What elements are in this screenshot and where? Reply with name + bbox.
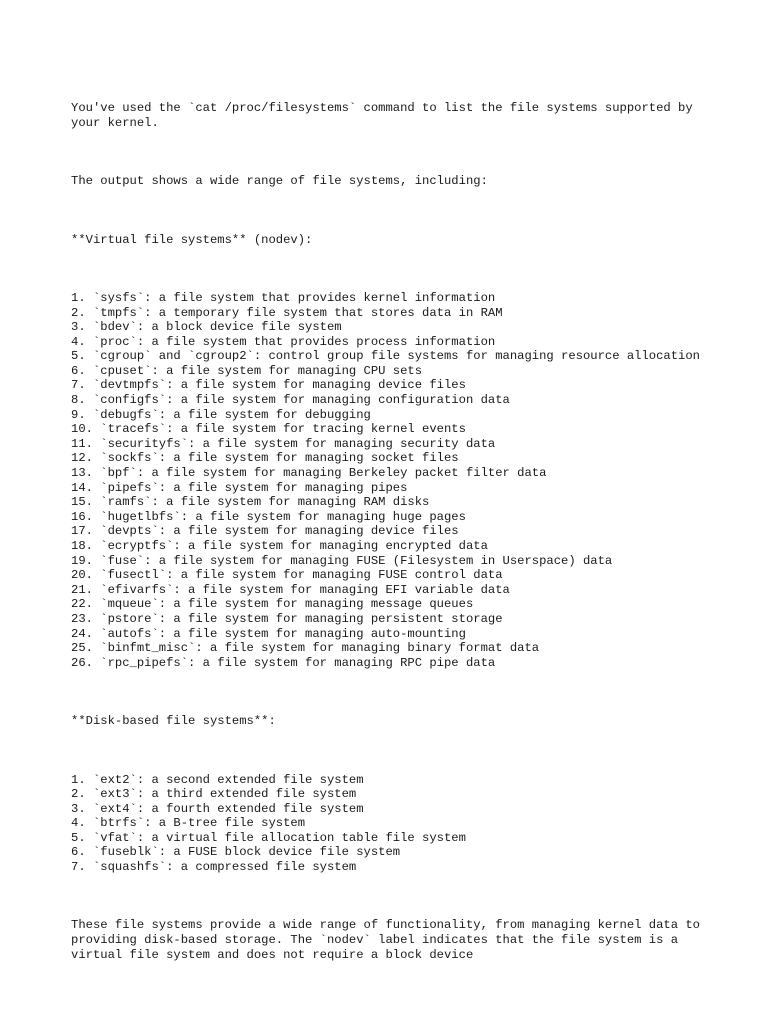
list-item: 7. `squashfs`: a compressed file system bbox=[71, 860, 357, 875]
list-item: 4. `proc`: a file system that provides process information bbox=[71, 334, 496, 349]
summary-paragraph: The output shows a wide range of file systems, including: bbox=[71, 174, 488, 189]
list-item: 10. `tracefs`: a file system for tracing kernel events bbox=[71, 422, 466, 437]
conclusion-paragraph: These file systems provide a wide range of functionality, from managing kernel data to providing disk-based storage. The `nodev` label indicates that the file system is a virtual file system and does not require a block device bbox=[71, 918, 708, 962]
list-item: 19. `fuse`: a file system for managing FUSE (Filesystem in Userspace) data bbox=[71, 553, 613, 568]
disk-fs-heading: **Disk-based file systems**: bbox=[71, 714, 276, 729]
list-item: 18. `ecryptfs`: a file system for managing encrypted data bbox=[71, 539, 488, 553]
list-item: 20. `fusectl`: a file system for managing FUSE control data bbox=[71, 568, 503, 583]
list-item: 6. `fuseblk`: a FUSE block device file system bbox=[71, 845, 401, 860]
list-item: 5. `cgroup` and `cgroup2`: control group file systems for managing resource allocation bbox=[71, 349, 700, 364]
disk-fs-list bbox=[71, 773, 711, 875]
list-item: 2. `tmpfs`: a temporary file system that stores data in RAM bbox=[71, 305, 503, 320]
list-item: 24. `autofs`: a file system for managing auto-mounting bbox=[71, 626, 466, 641]
list-item: 2. `ext3`: a third extended file system bbox=[71, 787, 357, 802]
list-item: 17. `devpts`: a file system for managing device files bbox=[71, 524, 459, 539]
list-item: 7. `devtmpfs`: a file system for managing device files bbox=[71, 378, 466, 393]
list-item: 1. `ext2`: a second extended file system bbox=[71, 772, 364, 787]
list-item: 15. `ramfs`: a file system for managing RAM disks bbox=[71, 495, 430, 510]
list-item: 6. `cpuset`: a file system for managing CPU sets bbox=[71, 363, 423, 378]
intro-paragraph: You've used the `cat /proc/filesystems` command to list the file systems supported by your kernel. bbox=[71, 101, 700, 130]
list-item: 22. `mqueue`: a file system for managing message queues bbox=[71, 597, 474, 612]
virtual-fs-heading: **Virtual file systems** (nodev): bbox=[71, 232, 313, 247]
list-item: 21. `efivarfs`: a file system for managing EFI variable data bbox=[71, 582, 510, 597]
list-item: 16. `hugetlbfs`: a file system for managing huge pages bbox=[71, 509, 466, 524]
list-item: 12. `sockfs`: a file system for managing socket files bbox=[71, 451, 459, 466]
list-item: 14. `pipefs`: a file system for managing pipes bbox=[71, 480, 408, 495]
list-item: 11. `securityfs`: a file system for managing security data bbox=[71, 436, 496, 451]
document-body bbox=[71, 72, 711, 991]
list-item: 26. `rpc_pipefs`: a file system for managing RPC pipe data bbox=[71, 655, 496, 670]
list-item: 8. `configfs`: a file system for managing configuration data bbox=[71, 393, 510, 408]
list-item: 9. `debugfs`: a file system for debugging bbox=[71, 407, 371, 422]
list-item: 1. `sysfs`: a file system that provides kernel information bbox=[71, 290, 496, 305]
list-item: 3. `bdev`: a block device file system bbox=[71, 320, 342, 335]
list-item: 23. `pstore`: a file system for managing persistent storage bbox=[71, 611, 503, 626]
list-item: 3. `ext4`: a fourth extended file system bbox=[71, 801, 364, 816]
list-item: 13. `bpf`: a file system for managing Berkeley packet filter data bbox=[71, 466, 547, 481]
virtual-fs-list bbox=[71, 291, 711, 670]
list-item: 5. `vfat`: a virtual file allocation table file system bbox=[71, 830, 466, 845]
list-item: 4. `btrfs`: a B-tree file system bbox=[71, 816, 306, 831]
list-item: 25. `binfmt_misc`: a file system for managing binary format data bbox=[71, 641, 540, 656]
